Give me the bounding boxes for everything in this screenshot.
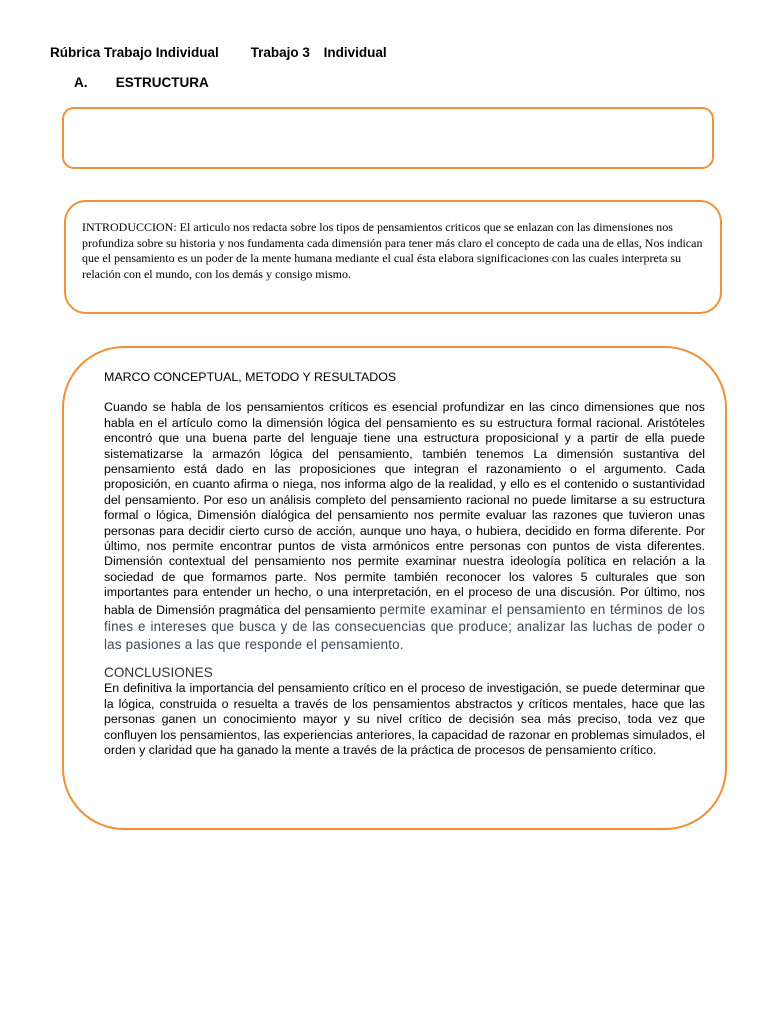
assignment-number: Trabajo 3 (250, 45, 310, 60)
marco-title: MARCO CONCEPTUAL, METODO Y RESULTADOS (104, 370, 397, 384)
empty-box (62, 107, 714, 169)
rubric-title: Rúbrica Trabajo Individual (50, 45, 219, 60)
conclusiones-body: En definitiva la importancia del pensamiento crítico en el proceso de investigación, se puede determinar que la lógica, construida o resuelta a través de los pensamientos abstractos y críticos mentales, hace que las personas ganen un conocimiento mayor y su nivel crítico de decisión sea más preciso, toda vez que confluyen los pensamientos, las experiencias anteriores, la capacidad de razonar en problemas simulados, el orden y claridad que ha ganado la mente a través de la práctica de procesos de pensamiento crítico. (104, 681, 705, 757)
marco-body-highlight: permite examinar el pensamiento en términos de los fines e intereses que busca y de las consecuencias que produce; analizar las luchas de poder o las pasiones a las que responde el pensamiento. (104, 601, 705, 652)
marco-box (62, 346, 727, 830)
section-number: A. (74, 75, 88, 90)
assignment-type: Individual (323, 45, 387, 60)
section-label: ESTRUCTURA (115, 75, 209, 90)
document-header (50, 45, 387, 60)
conclusiones-title: CONCLUSIONES (104, 664, 213, 680)
introduccion-text: INTRODUCCION: El articulo nos redacta sobre los tipos de pensamientos criticos que se enlazan con las dimensiones nos profundiza sobre su historia y nos fundamenta cada dimensión para tener más claro el concepto de cada una de ellas, Nos indican que el pensamiento es un poder de la mente humana mediante el cual ésta elabora significaciones con las cuales interpreta su relación con el mundo, con los demás y consigo mismo. (82, 220, 703, 281)
marco-body-text: Cuando se habla de los pensamientos críticos es esencial profundizar en las cinco dimensiones que nos habla en el artículo como la dimensión lógica del pensamiento es su estructura formal racional. Aristóteles encontró que una buena parte del lenguaje tiene una estructura proposicional y a partir de ella puede sistematizarse la armazón lógica del pensamiento, también tenemos La dimensión sustantiva del pensamiento está dado en las proposiciones que integran el razonamiento o el argumento. Cada proposición, en cuanto afirma o niega, nos informa algo de la realidad, y ello es el contenido o sustantividad del pensamiento. Por eso un análisis completo del pensamiento racional no puede limitarse a su estructura formal o lógica, Dimensión dialógica del pensamiento nos permite evaluar las razones que tuvieron unas personas para decidir cierto curso de acción, aunque uno haya, o hubiera, decidido en forma diferente. Por último, nos permite encontrar puntos de vista armónicos entre personas con puntos de vista diferentes. Dimensión contextual del pensamiento nos permite examinar nuestra ideología política en relación a la sociedad de que formamos parte. Nos permite también reconocer los valores 5 culturales que son importantes para entender un hecho, o una interpretación, en el proceso de una discusión. Por último, nos habla de Dimensión pragmática del pensamiento (104, 400, 705, 617)
section-heading (74, 75, 209, 90)
marco-body (104, 400, 705, 653)
introduccion-box (64, 200, 722, 314)
